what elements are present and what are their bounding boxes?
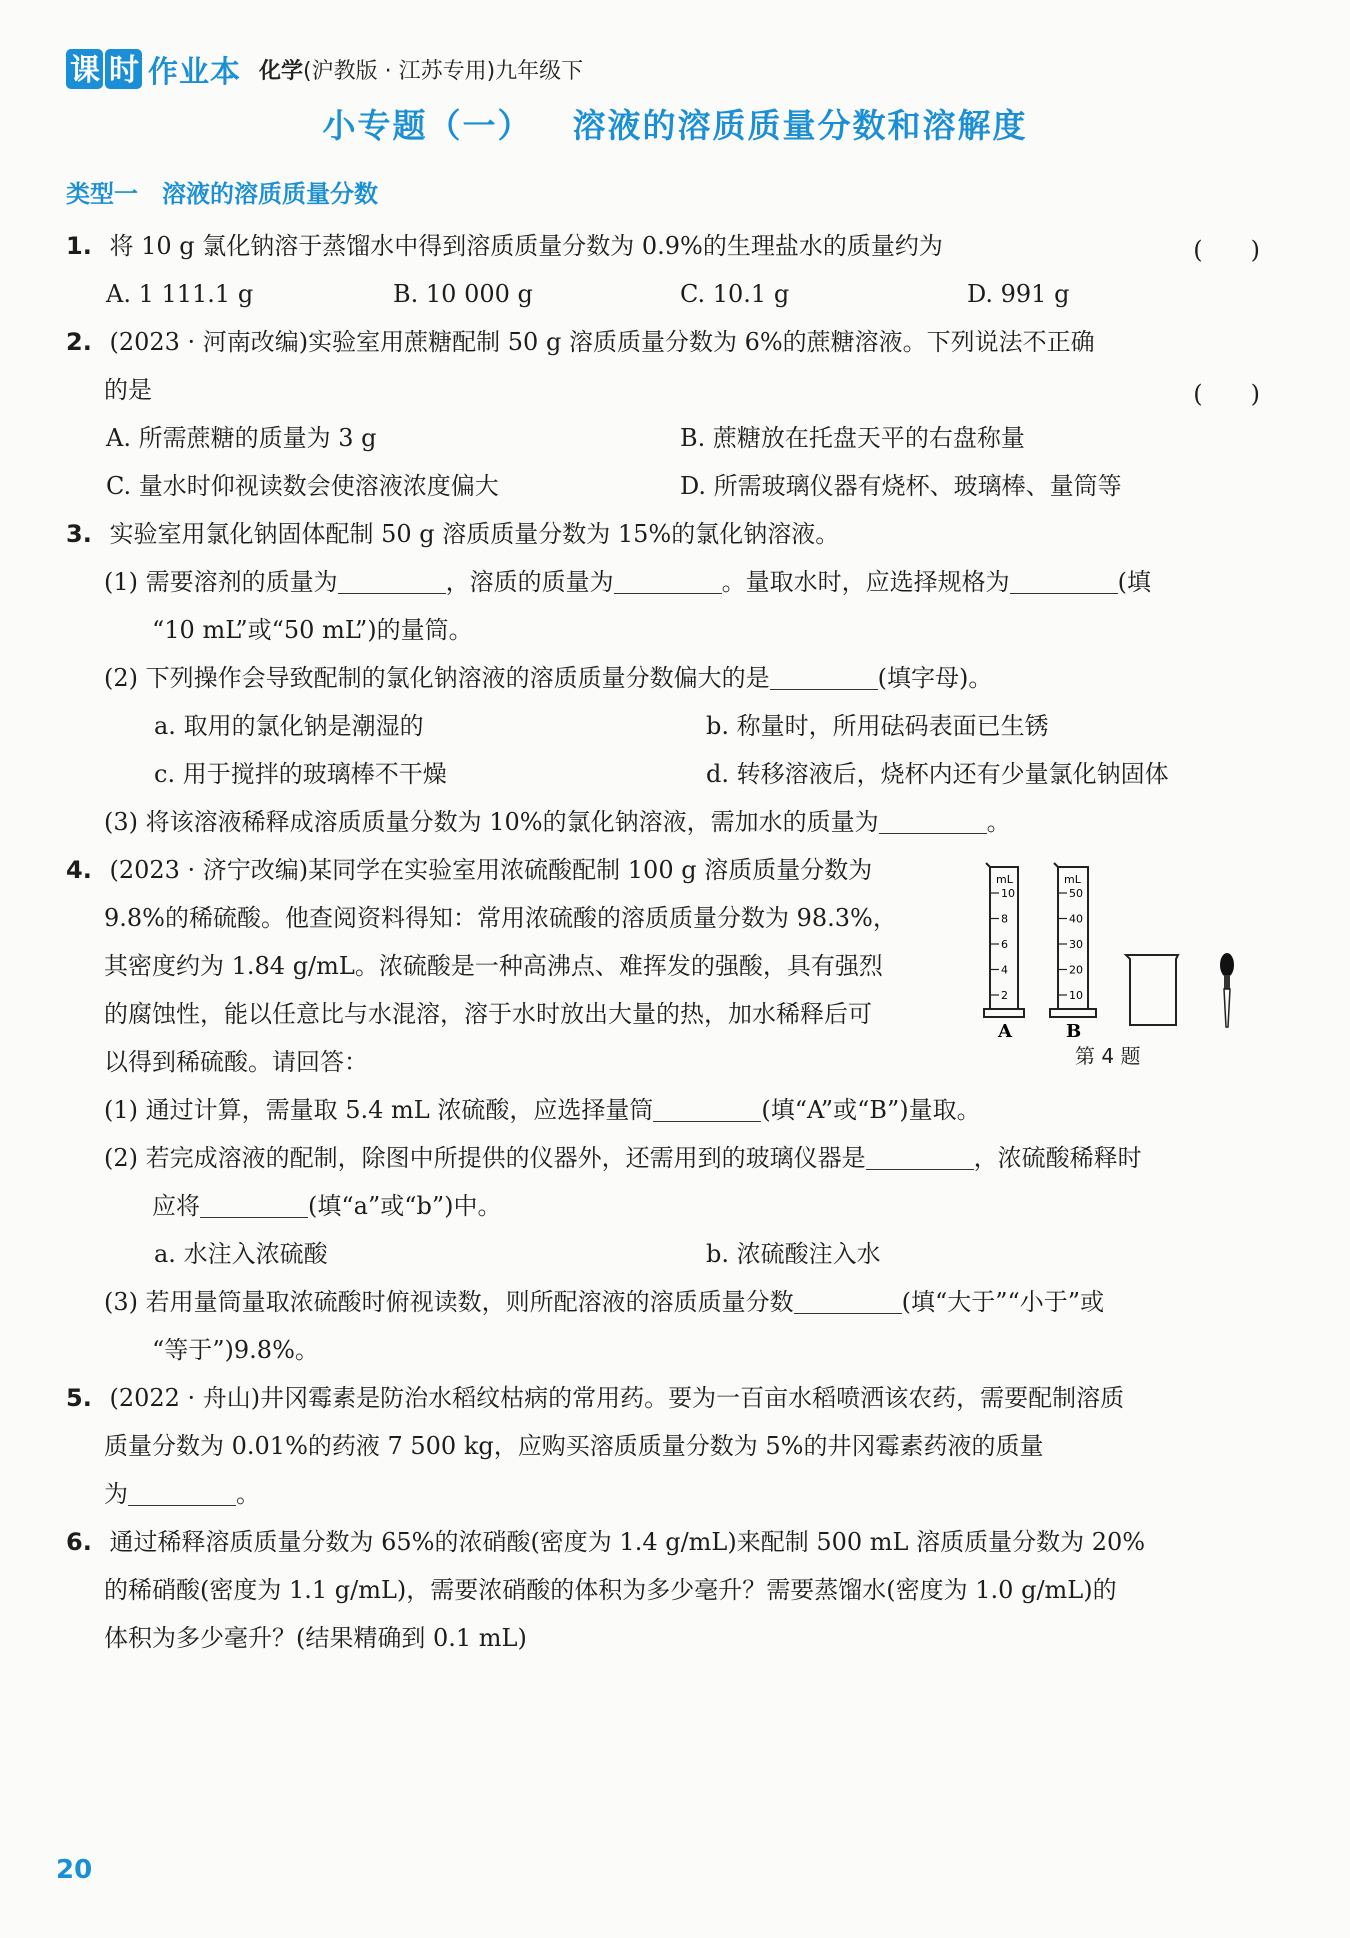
option-c: C. 量水时仰视读数会使溶液浓度偏大 [106,472,499,500]
question-5-line-3 [104,1478,260,1510]
cylinder-a-tick-label: 2 [1001,989,1008,1002]
question-4-part-2 [104,1142,1142,1174]
title-part-1: 小专题（一） [322,106,533,145]
part-text: (填 [1117,568,1151,596]
page-header [66,44,583,94]
question-4-stem-line: 其密度约为 1.84 g/mL。浓硫酸是一种高沸点、难挥发的强酸，具有强烈 [104,952,883,980]
part-text: 。 [236,1480,260,1508]
section-heading [66,174,378,209]
cylinder-a-tick-label: 6 [1001,938,1008,951]
question-5-stem [66,1382,1124,1414]
part-text: ，浓硫酸稀释时 [973,1144,1142,1172]
question-4-stem-line: 9.8%的稀硫酸。他查阅资料得知：常用浓硫酸的溶质质量分数为 98.3%， [104,904,897,932]
part-text: (填字母)。 [877,664,993,692]
part-text: (填“A”或“B”)量取。 [761,1096,981,1124]
answer-paren: ( ) [1193,236,1260,264]
title-part-2: 溶液的溶质质量分数和溶解度 [572,106,1028,145]
logo-text: 作业本 [148,55,241,90]
cylinder-a-label: A [998,1021,1012,1042]
question-text: 通过稀释溶质质量分数为 65%的浓硝酸(密度为 1.4 g/mL)来配制 500 mL 溶质质量分数为 20% [109,1528,1146,1556]
question-4-part-3 [104,1286,1104,1318]
answer-blank[interactable] [879,809,987,834]
option-b: b. 浓硫酸注入水 [706,1240,881,1268]
section-type: 类型一 [66,180,138,208]
part-text: 为 [104,1480,128,1508]
part-text: 。 [986,808,1011,836]
question-1-stem [66,230,943,262]
answer-blank[interactable] [200,1193,308,1218]
option-c: C. 10.1 g [680,280,790,308]
beaker [1126,955,1178,1025]
logo-char-1: 课 [66,49,103,89]
question-number: 3. [66,520,92,548]
dropper [1220,953,1234,1027]
cylinder-b-tick-label: 40 [1069,912,1083,926]
answer-blank[interactable] [128,1481,236,1506]
part-text: ，溶质的质量为 [445,568,614,596]
question-text: (2022 · 舟山)井冈霉素是防治水稻纹枯病的常用药。要为一百亩水稻喷洒该农药，需要配制溶质 [109,1384,1125,1412]
figure-caption: 第 4 题 [1075,1044,1141,1068]
question-number: 4. [66,856,92,884]
brand-logo [66,47,241,91]
answer-blank[interactable] [794,1289,902,1314]
cylinder-a-tick-label: 10 [1001,887,1015,900]
cylinder-a-tick-label: 4 [1001,963,1008,977]
option-b: B. 10 000 g [393,280,533,308]
question-4-stem-line: 以得到稀硫酸。请回答： [104,1048,368,1076]
subject-name: 化学 [259,58,304,84]
subject-line [259,54,583,85]
question-4-part-1 [104,1094,981,1126]
question-3-part-3 [104,806,1011,838]
logo-char-2: 时 [105,49,142,89]
question-2-stem [66,326,1095,358]
question-3-part-1 [104,566,1151,598]
question-4-part-3-cont: “等于”)9.8%。 [152,1336,319,1364]
option-a: a. 水注入浓硫酸 [154,1240,328,1268]
question-text: 实验室用氯化钠固体配制 50 g 溶质质量分数为 15%的氯化钠溶液。 [109,520,840,548]
option-b: B. 蔗糖放在托盘天平的右盘称量 [680,424,1025,452]
question-number: 6. [66,1528,92,1556]
cylinder-b-tick-label: 10 [1069,989,1083,1002]
section-topic: 溶液的溶质质量分数 [162,180,378,208]
option-b: b. 称量时，所用砝码表面已生锈 [706,712,1049,740]
question-5-line-2: 质量分数为 0.01%的药液 7 500 kg，应购买溶质质量分数为 5%的井冈霉素药液的质量 [104,1432,1044,1460]
question-6-line-2: 的稀硝酸(密度为 1.1 g/mL)，需要浓硝酸的体积为多少毫升？需要蒸馏水(密度为 1.0 g/mL)的 [104,1576,1117,1604]
page-title [0,100,1350,147]
part-text: (填“大于”“小于”或 [901,1288,1105,1316]
question-number: 2. [66,328,92,356]
answer-blank[interactable] [614,569,722,594]
cylinder-b-tick-label: 50 [1069,887,1083,900]
question-3-stem [66,518,839,550]
cylinder-a-unit: mL [996,873,1013,886]
part-text: (1) 通过计算，需量取 5.4 mL 浓硫酸，应选择量筒 [104,1096,654,1124]
part-text: (3) 将该溶液稀释成溶质质量分数为 10%的氯化钠溶液，需加水的质量为 [104,808,879,836]
cylinder-a-tick-label: 8 [1001,912,1008,926]
part-text: (2) 下列操作会导致配制的氯化钠溶液的溶质质量分数偏大的是 [104,664,770,692]
question-3-part-2 [104,662,992,694]
part-text: 应将 [152,1192,200,1220]
part-text: (1) 需要溶剂的质量为 [104,568,338,596]
page-number: 20 [56,1855,93,1885]
option-a: a. 取用的氯化钠是潮湿的 [154,712,424,740]
option-c: c. 用于搅拌的玻璃棒不干燥 [154,760,447,788]
cylinder-a [984,863,1024,1042]
question-3-part-1-cont: “10 mL”或“50 mL”)的量筒。 [152,616,473,644]
question-2-stem-cont: 的是 [104,376,152,404]
answer-paren: ( ) [1193,380,1260,408]
cylinder-b-label: B [1066,1021,1082,1042]
question-6-line-3: 体积为多少毫升？(结果精确到 0.1 mL) [104,1624,527,1652]
question-text: (2023 · 河南改编)实验室用蔗糖配制 50 g 溶质质量分数为 6%的蔗糖溶液。下列说法不正确 [109,328,1095,356]
question-4-stem [66,854,872,886]
question-number: 5. [66,1384,92,1412]
option-d: D. 所需玻璃仪器有烧杯、玻璃棒、量筒等 [680,472,1122,500]
question-4-stem-line: 的腐蚀性，能以任意比与水混溶，溶于水时放出大量的热，加水稀释后可 [104,1000,872,1028]
option-d: d. 转移溶液后，烧杯内还有少量氯化钠固体 [706,760,1169,788]
part-text: (2) 若完成溶液的配制，除图中所提供的仪器外，还需用到的玻璃仪器是 [104,1144,866,1172]
answer-blank[interactable] [866,1145,974,1170]
question-4-part-2-cont [152,1190,501,1222]
cylinder-b-unit: mL [1064,873,1081,886]
question-number: 1. [66,232,92,260]
cylinder-b-tick-label: 20 [1069,963,1083,977]
part-text: (填“a”或“b”)中。 [308,1192,502,1220]
answer-blank[interactable] [1010,569,1118,594]
cylinder-b-tick-label: 30 [1069,938,1083,951]
option-a: A. 1 111.1 g [106,280,254,308]
option-a: A. 所需蔗糖的质量为 3 g [106,424,377,452]
part-text: 。量取水时，应选择规格为 [721,568,1010,596]
question-text: (2023 · 济宁改编)某同学在实验室用浓硫酸配制 100 g 溶质质量分数为 [109,856,873,884]
subject-edition: (沪教版 · 江苏专用)九年级下 [303,58,584,84]
answer-blank[interactable] [770,665,878,690]
part-text: (3) 若用量筒量取浓硫酸时俯视读数，则所配溶液的溶质质量分数 [104,1288,794,1316]
answer-blank[interactable] [338,569,446,594]
answer-blank[interactable] [653,1097,761,1122]
question-text: 将 10 g 氯化钠溶于蒸馏水中得到溶质质量分数为 0.9%的生理盐水的质量约为 [109,232,943,260]
cylinder-b [1050,863,1096,1042]
option-d: D. 991 g [967,280,1070,308]
question-6-stem [66,1526,1145,1558]
